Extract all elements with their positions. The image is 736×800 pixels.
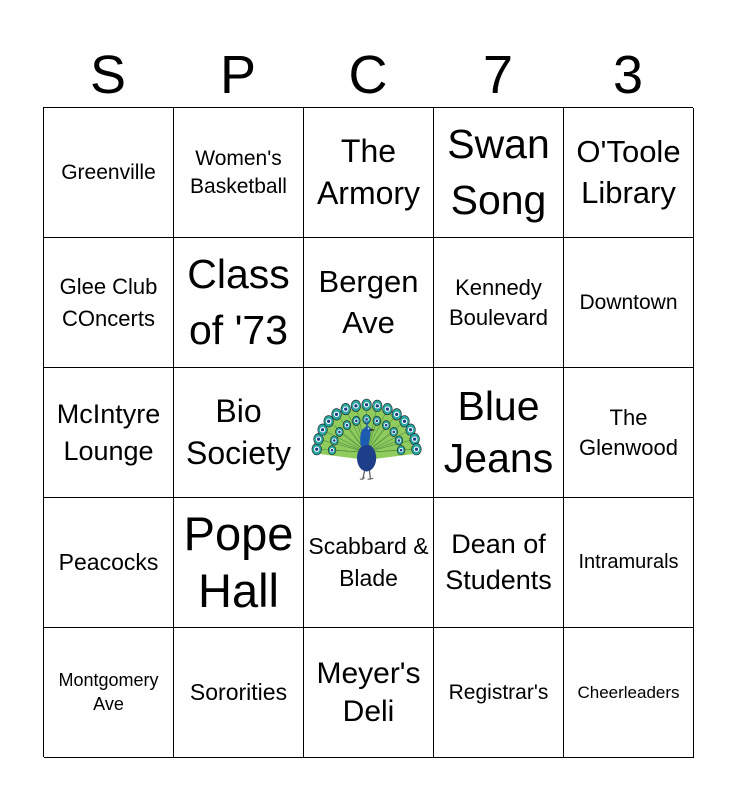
header-letter-s: S bbox=[89, 45, 127, 105]
bingo-cell[interactable] bbox=[434, 108, 564, 238]
bingo-cell[interactable] bbox=[564, 368, 694, 498]
cell-label: Downtown bbox=[579, 290, 678, 314]
cell-label: Cheerleaders bbox=[577, 682, 680, 702]
peacock-icon bbox=[307, 383, 430, 483]
cell-label: Kennedy Boulevard bbox=[448, 274, 549, 330]
bingo-cell[interactable] bbox=[304, 628, 434, 758]
bingo-cell[interactable] bbox=[44, 108, 174, 238]
bingo-cell[interactable] bbox=[174, 238, 304, 368]
bingo-cell[interactable] bbox=[564, 498, 694, 628]
cell-label: Women's Basketball bbox=[190, 147, 287, 198]
header-letter-p: P bbox=[219, 45, 257, 105]
bingo-cell[interactable] bbox=[44, 628, 174, 758]
cell-label: Blue Jeans bbox=[443, 383, 554, 481]
cell-label: Dean of Students bbox=[445, 529, 552, 595]
header-letter-7: 7 bbox=[482, 45, 514, 105]
bingo-cell[interactable] bbox=[304, 238, 434, 368]
bingo-header bbox=[43, 42, 693, 108]
header-letter-3: 3 bbox=[612, 45, 644, 105]
bingo-cell[interactable] bbox=[434, 238, 564, 368]
cell-label: Scabbard & Blade bbox=[308, 533, 429, 591]
cell-label: Registrar's bbox=[448, 680, 549, 704]
bingo-cell[interactable] bbox=[174, 108, 304, 238]
cell-label: Greenville bbox=[61, 160, 156, 184]
bingo-cell[interactable] bbox=[174, 498, 304, 628]
bingo-cell[interactable] bbox=[434, 498, 564, 628]
cell-label: The Armory bbox=[316, 132, 421, 211]
bingo-cell[interactable] bbox=[44, 498, 174, 628]
cell-label: Pope Hall bbox=[183, 507, 294, 617]
cell-label: Swan Song bbox=[447, 121, 550, 223]
cell-label: Glee Club COncerts bbox=[59, 273, 158, 331]
bingo-cell[interactable] bbox=[434, 368, 564, 498]
cell-label: Sororities bbox=[189, 679, 288, 705]
bingo-cell[interactable] bbox=[564, 238, 694, 368]
free-space-cell[interactable] bbox=[304, 368, 434, 498]
cell-label: Montgomery Ave bbox=[58, 670, 159, 714]
bingo-board bbox=[43, 107, 693, 757]
bingo-cell[interactable] bbox=[304, 108, 434, 238]
bingo-cell[interactable] bbox=[174, 368, 304, 498]
cell-label: Peacocks bbox=[58, 549, 159, 575]
cell-label: Bio Society bbox=[186, 392, 291, 471]
cell-label: O'Toole Library bbox=[576, 134, 681, 210]
header-letter-c: C bbox=[348, 45, 388, 105]
cell-label: Intramurals bbox=[578, 551, 679, 573]
cell-label: The Glenwood bbox=[578, 404, 679, 460]
bingo-cell[interactable] bbox=[434, 628, 564, 758]
cell-label: Class of '73 bbox=[187, 251, 290, 353]
cell-label: Bergen Ave bbox=[318, 264, 419, 340]
cell-label: Meyer's Deli bbox=[316, 657, 421, 728]
bingo-cell[interactable] bbox=[174, 628, 304, 758]
bingo-cell[interactable] bbox=[564, 628, 694, 758]
bingo-cell[interactable] bbox=[564, 108, 694, 238]
bingo-cell[interactable] bbox=[44, 238, 174, 368]
bingo-cell[interactable] bbox=[304, 498, 434, 628]
bingo-cell[interactable] bbox=[44, 368, 174, 498]
cell-label: McIntyre Lounge bbox=[56, 399, 161, 466]
